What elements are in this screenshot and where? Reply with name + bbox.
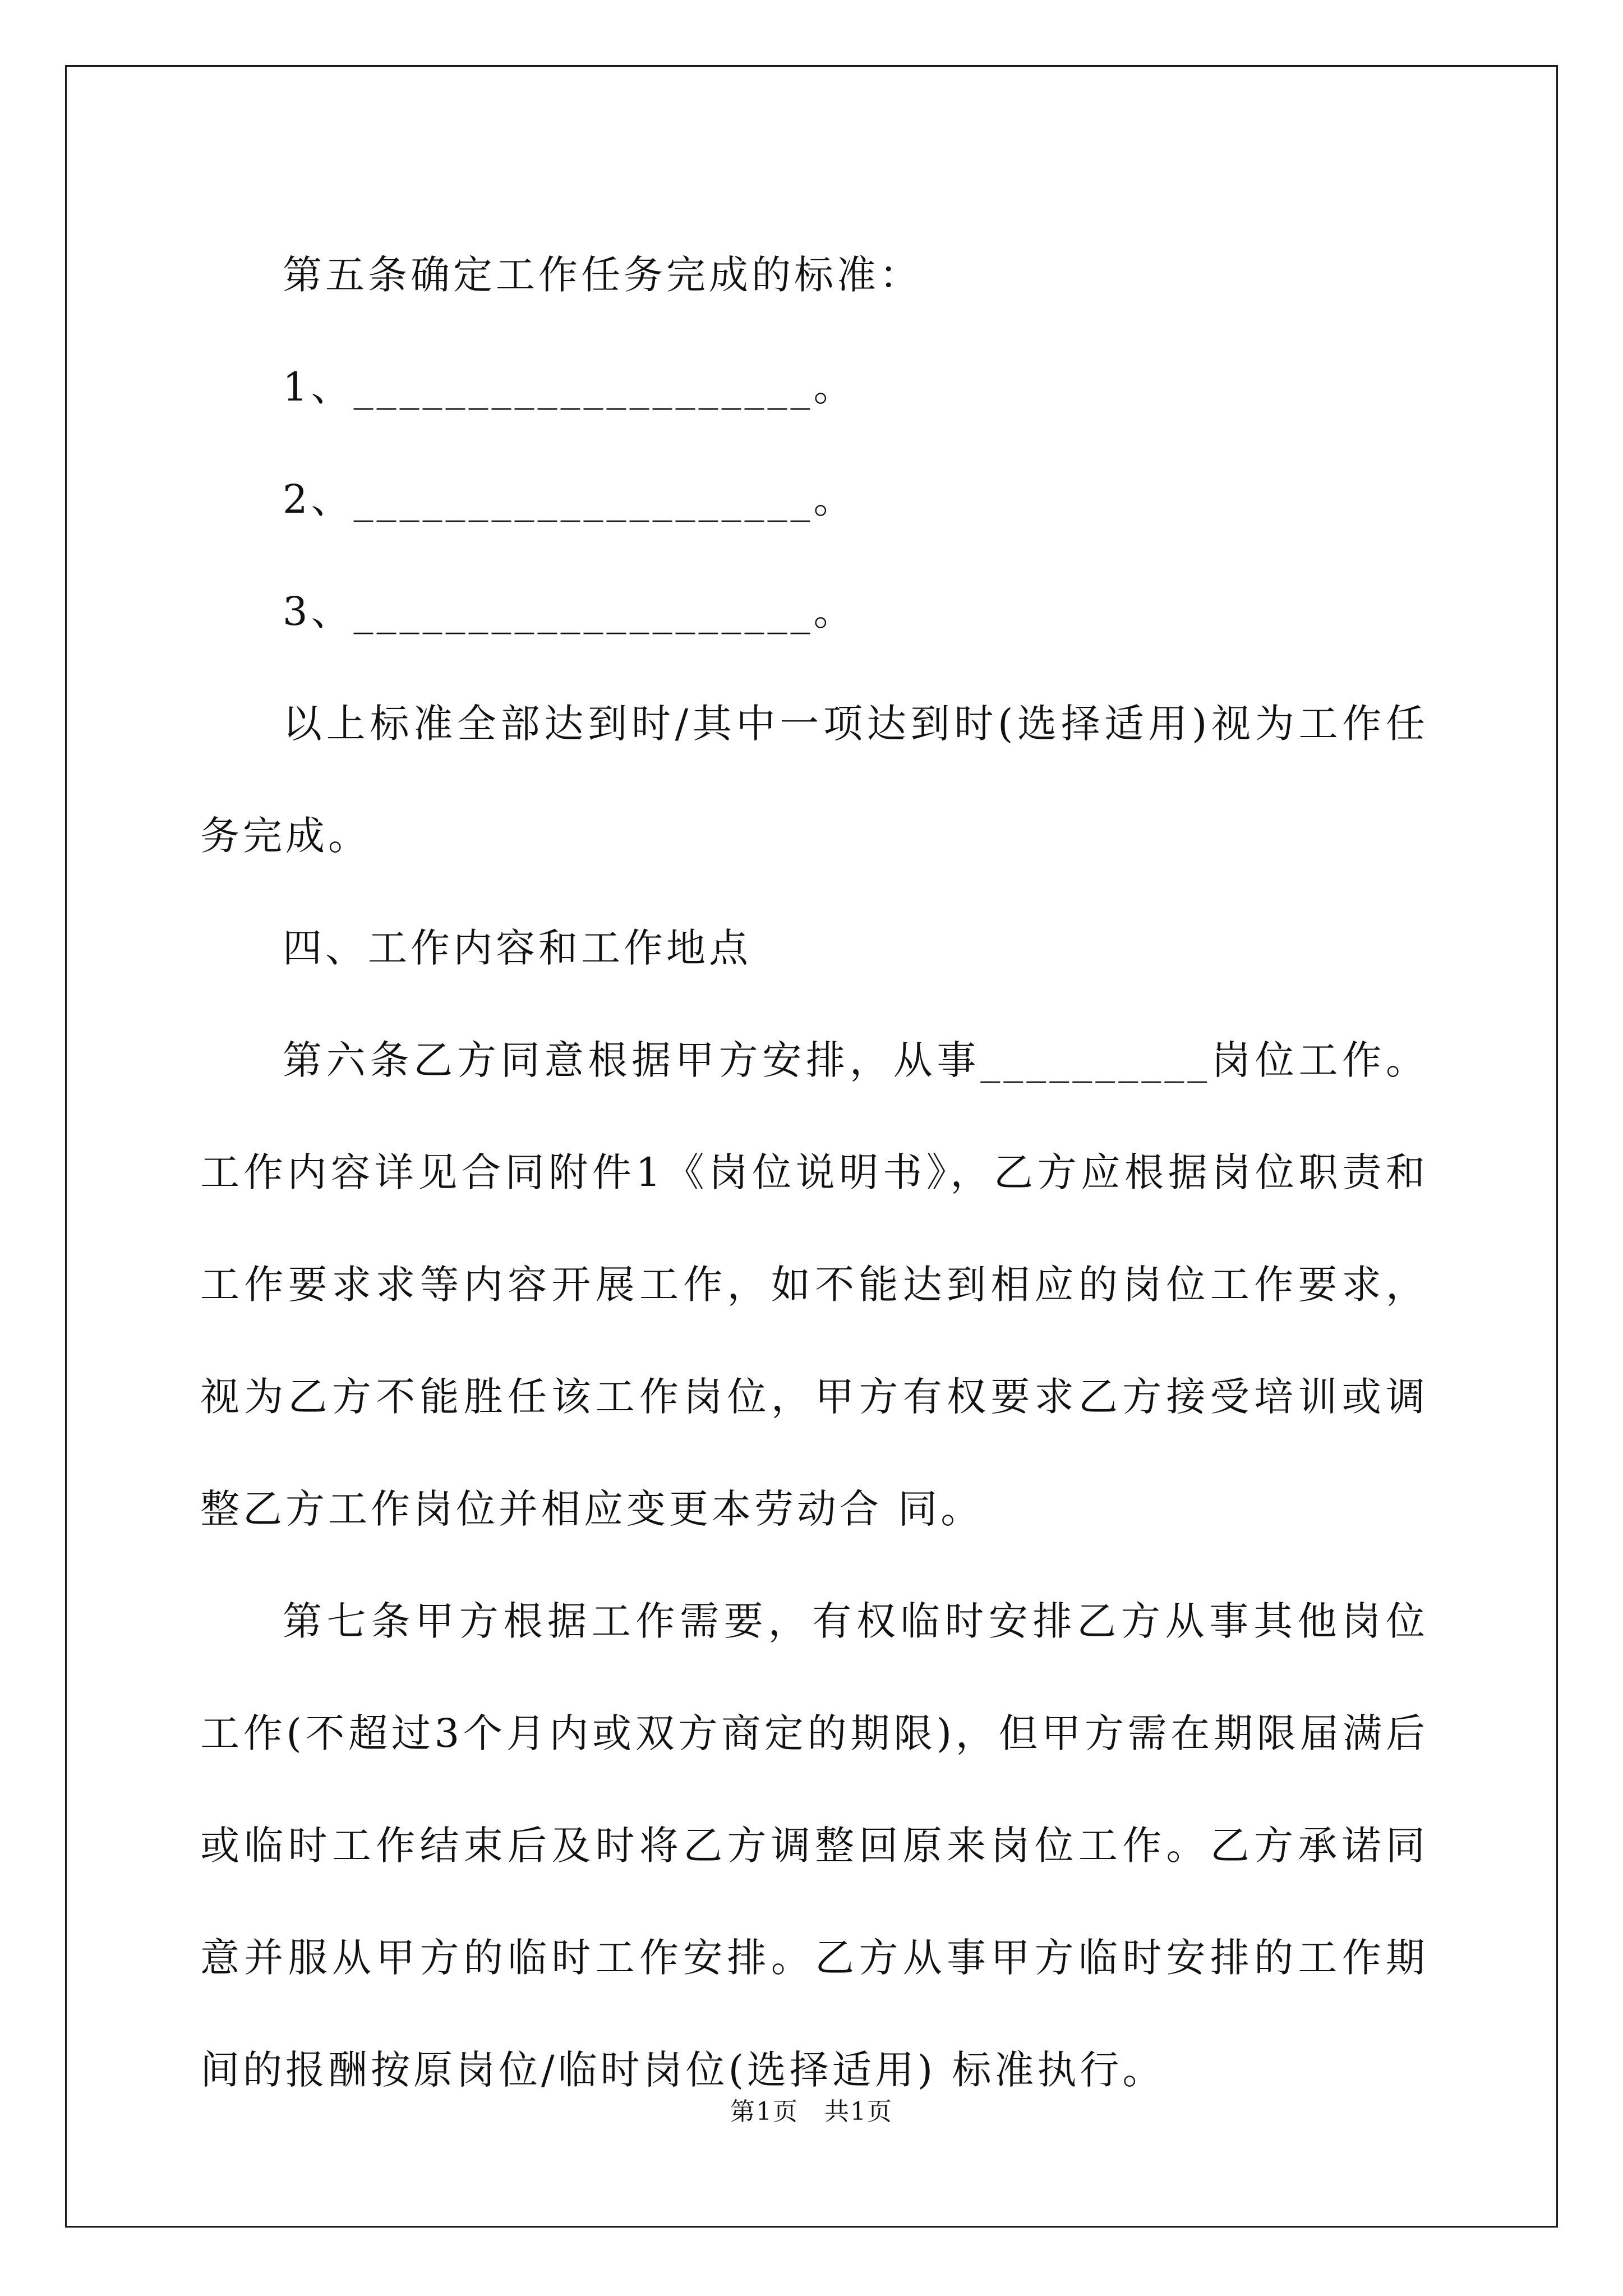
paragraph-article-5-heading bbox=[200, 219, 1428, 331]
paragraph-standard-condition bbox=[200, 668, 1428, 892]
fill-in-blank: ____________________ bbox=[353, 588, 814, 634]
fill-in-blank: ____________________ bbox=[353, 364, 814, 410]
section-heading-work-content bbox=[200, 892, 1428, 1004]
paragraph-text-after-blank: 岗位工作。工作内容详见合同附件1《岗位说明书》，乙方应根据岗位职责和 工作要求求等内容开展工作，如不能达到相应的岗位工作要求，视为乙方不能胜任该工作岗位，甲方有权要求乙方接受培训或调整乙方工作岗位并相应变更本劳动合 同。 bbox=[200, 1037, 1429, 1532]
paragraph-text: 第七条甲方根据工作需要，有权临时安排乙方从事其他岗位工作(不超过3个月内或双方商定的期限)，但甲方需在期限届满后或临时工作结束后及时将乙方调整回原来岗位工作。乙方承诺同意并服从甲方的临时工作安排。乙方从事甲方临时安排的工作期间的报酬按原岗位/临时岗位(选择适用) 标准执行。 bbox=[200, 1598, 1428, 2093]
paragraph-text: 第五条确定工作任务完成的标准： bbox=[283, 252, 922, 298]
paragraph-article-6 bbox=[200, 1004, 1428, 1565]
item-number: 2、 bbox=[283, 476, 354, 522]
standard-item-2 bbox=[200, 443, 1428, 555]
paragraph-article-7 bbox=[200, 1565, 1428, 2126]
paragraph-text-before-blank: 第六条乙方同意根据甲方安排，从事 bbox=[283, 1037, 981, 1083]
document-body bbox=[200, 219, 1428, 2126]
page-number-text: 第1页 共1页 bbox=[730, 2097, 893, 2126]
standard-item-1 bbox=[200, 331, 1428, 443]
fill-in-blank: __________ bbox=[980, 1037, 1211, 1083]
item-end-mark: 。 bbox=[813, 364, 856, 410]
section-heading-text: 四、工作内容和工作地点 bbox=[283, 925, 751, 971]
fill-in-blank: ____________________ bbox=[353, 476, 814, 522]
item-end-mark: 。 bbox=[813, 476, 856, 522]
standard-item-3 bbox=[200, 555, 1428, 668]
page-footer bbox=[0, 2091, 1623, 2127]
item-number: 3、 bbox=[283, 588, 354, 634]
item-number: 1、 bbox=[283, 364, 354, 410]
paragraph-text: 以上标准全部达到时/其中一项达到时(选择适用)视为工作任务完成。 bbox=[200, 701, 1428, 859]
item-end-mark: 。 bbox=[813, 588, 856, 634]
